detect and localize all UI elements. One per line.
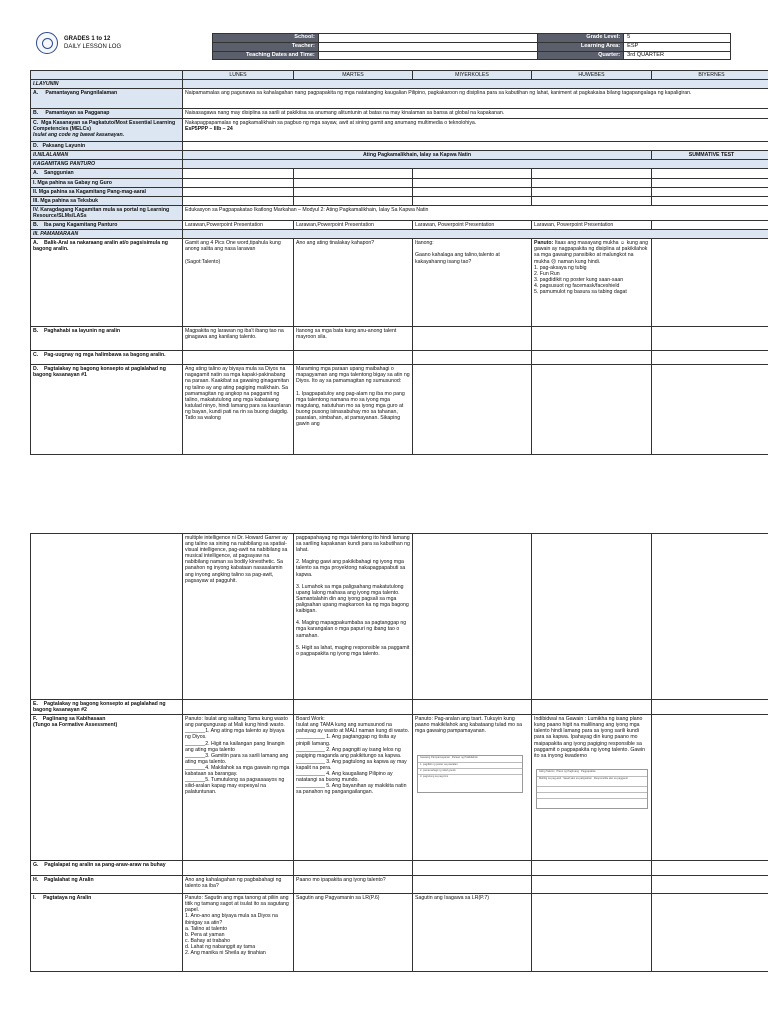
paglalahat-tuesday: Paano mo ipapakita ang iyong talento? (294, 876, 413, 894)
paglinang-thursday-text: Indibidwal na Gawain : Lumikha ng isang plano kung paano higit na malilinang ang iyong mga talento hindi lamang para sa iyong sarili kundi para sa kapwa. Ipahayag din kung paano mo maipapakita ang iyong pagiging responsible sa paggamit o pagpapakita ng iyong talento. Gawin ito sa inyong kwaderno (534, 716, 646, 759)
pagtalakay-1-label: D. Pagtalakay ng bagong konsepto at paglalahad ng bagong kasanayan #1 (31, 365, 183, 455)
form-title-grades: GRADES 1 to 12 (64, 36, 111, 42)
nilalaman-heading: II.NILALAMAN (31, 151, 183, 160)
plan-cell-1: Mahilig sa pag-awit (539, 777, 562, 781)
day-thursday: HUWEBES (532, 71, 652, 80)
melc-instruction: Isulat ang code ng bawat kasanayan. (33, 132, 125, 139)
learning-resource-label: IV. Karagdagang Kagamitan mula sa portal ng Learning Resource/SLMs/LASs (31, 205, 183, 220)
layunin-heading: I.LAYUNIN (31, 80, 183, 89)
pamantayang-pangnilalaman-text: Naipamamalas ang pagunawa sa kahalagahan nang pagpapakita ng mga natatanging kaugalian Pilipino, pagkakaroon ng disiplina para sa kabutihan ng lahat, kaniment at pagkakaisa bilang tagapangalaga ng kapaligiran. (183, 89, 768, 109)
day-friday: BIYERNES (652, 71, 768, 80)
pamantayan-pagganap-text: Naisasagawa nang may disiplina sa sarili at pakikiisa sa anumang alituntunin at batas na may kinalaman sa bansa at global na kapakanan. (183, 109, 768, 119)
day-monday: LUNES (183, 71, 294, 80)
teaching-dates-label: Teaching Dates and Time: (213, 51, 319, 60)
header-info-table (212, 33, 731, 60)
pagtataya-tuesday: Sagutin ang Pagyamanin sa LR(P.6) (294, 894, 413, 972)
paglinang-monday: Panuto: Isulat ang salitang Tama kung wasto ang pangungusap at Mali kung hindi wasto. _______1. Ang ating mga talento ay biyaya ng Diyos. _______2. Higit na kailangan pang linangin ang ating mga talento _______3. Gamitin para sa sarili lamang ang ating mga talento. _______4. Makilahok sa mga gawain ng mga kabataan sa barangay. _______5. Tumutulong sa pagsasaayos ng silid-aralan kapag may espesyal na palatuntunan. (183, 715, 294, 861)
plan-col-3: Pagpapakita (581, 770, 596, 774)
balik-aral-tuesday: Ano ang ating tinalakay kahapon? (294, 239, 413, 327)
nilalaman-text: Ating Pagkamalikhain, Ialay sa Kapwa Natin (183, 151, 652, 160)
kagamitan-heading: KAGAMITANG PANTURO (31, 160, 183, 169)
quarter-field[interactable]: 3rd QUARTER (624, 51, 731, 60)
learning-area-label: Learning Area: (538, 42, 624, 51)
chart-col-2: Paraan ng Pakikilahok (451, 756, 478, 760)
plan-cell-2: Sasali ako sa paligsahan (563, 777, 592, 781)
kagamitan-wednesday: Larawan, Powerpoint Presentation (413, 221, 532, 230)
form-title (64, 36, 121, 51)
paglalahat-monday: Ano ang kahalagahan ng pagbabahagi ng talento sa iba? (183, 876, 294, 894)
plan-col-2: Plano ng Paglinang (556, 770, 580, 774)
day-wednesday: MIYERKOLES (413, 71, 532, 80)
pagtataya-wednesday: Sagutin ang Isagawa sa LR(P.7) (413, 894, 532, 972)
kagamitan-monday: Larawan,Powerpoint Presentation (183, 221, 294, 230)
paghahabi-tuesday: Itanong sa mga bata kung anu-anong talent mayroon sila. (294, 327, 413, 351)
pagtalakay-1-monday: Ang ating talino ay biyaya mula sa Diyos na nagagamit natin sa mga kapaki-pakinabang na paraan. Kaakibat sa gawaing ginagamitan ng talino ay ang ating pagiging malikhain. Sa pamamagitan ng angkop na paggamit ng talino, makatutulong ang mga kabataang katulad ninyo, hindi lamang para sa kaunlaran ng bayan, kundi pati na rin sa buong daigdig. Tatlo sa walong (183, 365, 294, 455)
balik-aral-monday: Gamit ang 4 Pics One word,tipahula kung anong salita ang nasa larawan (Sagot:Talento) (183, 239, 294, 327)
pagtataya-label: I. Pagtataya ng Aralin (31, 894, 183, 972)
pagtalakay-2-label: E. Pagtalakay ng bagong konsepto at paglalahad ng bagong kasanayan #2 (31, 700, 183, 715)
chart-row-3: 3. pagtulong sa pag-linis (420, 775, 449, 779)
learning-area-field[interactable]: ESP (624, 42, 731, 51)
pakikilahok-chart-image (417, 755, 523, 793)
paglinang-wednesday (413, 715, 532, 861)
lesson-log-table-page1 (30, 70, 768, 455)
chart-row-2: 2. pamamahagi ng relief goods (420, 769, 456, 773)
paglalahat-label: H. Paglalahat ng Aralin (31, 876, 183, 894)
pamamaraan-heading: III. PAMAMARAAN (31, 230, 183, 239)
pagtataya-monday: Panuto: Sagutin ang mga tanong at piliin ang titik ng tamang sagot at isulat ito sa sagutang papel. 1. Ano-ano ang biyaya mula sa Diyos na ibinigay sa atin? a. Talino at talento b. Pera at yaman c. Bahay at trabaho d. Lahat ng nabanggit ay tama 2. Ang manika ni Sheila ay tinahian (183, 894, 294, 972)
grade-level-field[interactable]: 5 (624, 34, 731, 43)
day-tuesday: MARTES (294, 71, 413, 80)
quarter-label: Quarter: (538, 51, 624, 60)
grade-level-label: Grade Level: (538, 34, 624, 43)
deped-seal-logo (36, 32, 58, 54)
paglinang-tuesday: Board Work: Isulat ang TAMA kung ang sumusunod na pahayag ay wasto at MALI naman kung di wasto. __________ 1. Ang pagtanggap ng tisita ay pinipili lamang. __________ 2. Ang pagngiti ay isang lelos ng pagiging maganda ang pakikitungo sa kapwa. __________ 3. Ang pagtulong sa kapwa ay may kapalit na pera. __________ 4. Ang kaugaliang Pilipino ay natatangi sa buong mundo. __________ 5. Ang bayanihan ay makikita natin sa panahon ng pangangailangan. (294, 715, 413, 861)
teacher-field[interactable] (318, 42, 537, 51)
kagamitan-thursday: Larawan, Powerpoint Presentation (532, 221, 652, 230)
pamantayan-pagganap-label: B. Pamantayan sa Pagganap (31, 109, 183, 119)
gabay-guro-label: I. Mga pahina sa Gabay ng Guro (31, 178, 183, 187)
school-field[interactable] (318, 34, 537, 43)
balik-aral-label: A. Balik-Aral sa nakaraang aralin at/o pagsisimula ng bagong aralin. (31, 239, 183, 327)
panuto-label: Panuto: (534, 240, 554, 247)
melc-text: Nakapagpapamalas ng pagkamalikhain sa pagbuo ng mga sayaw, awit at sining gamit ang anumang multimedia o teknolohiya. (185, 120, 477, 127)
pagtalakay-1-tuesday-cont: pagpapahayag ng mga talentong ito hindi lamang sa sariling kapakanan kundi para sa kabutihan ng lahat. 2. Maging gawi ang pakikibahagi ng iyong mga talento sa mga proyektong nakapagpapabuti sa kapwa. 3. Lumahok sa mga paligsahang makatutulong upang lalong mahasa ang iyong mga talento. Samantalahin din ang iyong pagsali sa mga paligsahan upang magkaroon ka ng mga bagong kaibigan. 4. Maging mapagpakumbaba sa pagtanggap ng mga karangalan o mga papuri ng ibang tao o samahan. 5. Higit sa lahat, maging responsible sa paggamit o pagpapakita ng iyong mga talento. (294, 534, 413, 700)
pagtalakay-1-monday-cont: multiple intelligence ni Dr. Howard Garner ay ang talino sa sining na nabibilang sa spatial-visual intelligence, pag-awit na nabibilang sa musical intelligence, at pagsayaw na nabibilang naman sa bodily kinesthetic. Sa panahon ng inyong kabataan nasasalamin ang inyong angking talino sa pag-awit, pagsayaw at pagguhit. (183, 534, 294, 700)
chart-col-1: Gawaing Pampamayanan (420, 756, 450, 760)
plan-col-1: Aking Talento (539, 770, 555, 774)
pag-uugnay-label: C. Pag-uugnay ng mga halimbawa sa bagong aralin. (31, 351, 183, 365)
pagtalakay-1-tuesday: Maraming mga paraan upang maibahagi o mapagyaman ang mga talentong bigay sa atin ng Diyos. Ito ay sa pamamagitan ng sumusunod: 1. Ipagpapatuloy ang pag-alam ng iba mo pang mga talentong namana mo sa iyong mga magulang, natutuhan mo sa iyong mga guro at buong pusong isinasabuhay mo sa tahanan, paaralan, simbahan, at pamayanan. Sikaping gawin ang (294, 365, 413, 455)
school-label: School: (213, 34, 319, 43)
paglinang-label: F. Paglinang sa Kabihasaan (Tungo sa Formative Assessment) (31, 715, 183, 861)
teacher-label: Teacher: (213, 42, 319, 51)
lesson-log-table-page2 (30, 533, 768, 972)
plan-cell-3: Responsible ako sa paggamit (593, 777, 628, 781)
balik-aral-wednesday: Itanong: Gaano kahalaga ang talino,talento at kakayahanng isang tao? (413, 239, 532, 327)
sanggunian-label: A. Sanggunian (31, 169, 183, 178)
summative-test: SUMMATIVE TEST (652, 151, 768, 160)
balik-aral-thursday-text: Itaas ang masayang mukha ☺ kung ang gawain ay nagpapakita ng disiplina at pakikilahok sa mga gawaing pansibiko at malungkot na mukha ☹ naman kung hindi. 1. pag-aksaya ng tubig 2. Fun Run 3. pagdidikit ng poster kung saan-saan 4. pagsusuot ng facemask/faceshield 5. pamumulot ng basura sa tabing dagat (534, 240, 649, 295)
chart-row-1: 1. pagdikit ng poster sa paaralan (420, 763, 458, 767)
pamantayang-pangnilalaman-label: A. Pamantayang Pangnilalaman (31, 89, 183, 109)
form-title-dll: DAILY LESSON LOG (64, 43, 122, 50)
balik-aral-thursday (532, 239, 652, 327)
learning-resource-text: Edukasyon sa Pagpapakatao Ikatlong Markahan – Modyul 2: Ating Pagkamalikhain, Ialay Sa Kapwa Natin (183, 205, 768, 220)
melc-label (31, 119, 183, 142)
paglinang-wednesday-text: Panuto: Pag-aralan ang tsart. Tukuyin kung paano makikilahok ang kabataang tulad mo sa mga gawaing pampamayanan. (415, 716, 522, 735)
paghahabi-monday: Magpakita ng larawan ng iba't ibang tao na ginagawa ang kanilang talento. (183, 327, 294, 351)
kagamitang-mag-aaral-label: II. Mga pahina sa Kagamitang Pang-mag-aaral (31, 187, 183, 196)
iba-pang-kagamitan-label: B. Iba pang Kagamitang Panturo (31, 221, 183, 230)
melc-label-text: C. Mga Kasanayan sa Pagkatuto/Most Essential Learning Competencies (MELCs) (33, 120, 176, 133)
teksbuk-label: III. Mga pahina sa Teksbuk (31, 196, 183, 205)
melc-cell (183, 119, 768, 142)
paksang-layunin-label: D. Paksang Layunin (31, 142, 183, 151)
paglinang-thursday (532, 715, 652, 861)
days-header-row (31, 71, 768, 80)
teaching-dates-field[interactable] (318, 51, 537, 60)
talento-plan-table-image (536, 769, 648, 809)
paghahabi-label: B. Paghahabi sa layunin ng aralin (31, 327, 183, 351)
melc-code: EsP5PPP – IIIb – 24 (185, 126, 233, 133)
kagamitan-tuesday: Larawan,Powerpoint Presentation (294, 221, 413, 230)
paglalapat-label: G. Paglalapat ng aralin sa pang-araw-araw na buhay (31, 861, 183, 876)
